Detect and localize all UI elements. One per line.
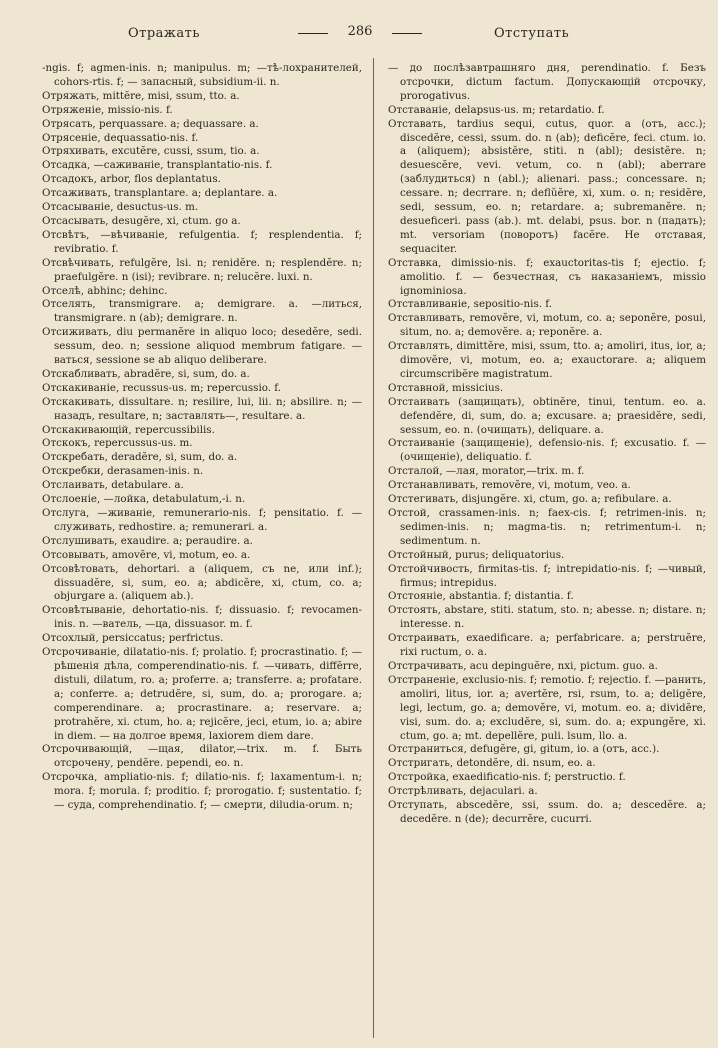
dictionary-entry: Отсовывать, amovĕre, vi, motum, eo. a. (42, 548, 251, 561)
dictionary-entry: -ngis. f; agmen-inis. n; manipulus. m; —тѣ-лохранителей, cohors-rtis. f; — запасный, subsidium-ii. n. (42, 62, 362, 88)
header-right-word: Отступать (494, 26, 570, 41)
dictionary-entry: Отстаивать (защищать), obtinĕre, tinui, tentum. eo. a. defendĕre, di, sum, do. a; excusare. a; praesidĕre, sedi, sessum, eo. n. (очищать), deliquare. a. (388, 395, 706, 436)
dictionary-entry: Отстойный, purus; deliquatorius. (388, 548, 565, 561)
dictionary-entry: Отставка, dimissio-nis. f; exauctoritas-tis f; ejectio. f; amolitio. f. — безчестная, съ наказаніемъ, missio ignominiosa. (388, 256, 706, 297)
dictionary-entry: Отставливать, removĕre, vi, motum, co. a; seponĕre, posui, situm, no. a; demovĕre. a; reponĕre. a. (388, 312, 706, 339)
dictionary-entry: Отстройка, exaedificatio-nis. f; perstructio. f. (388, 771, 626, 784)
dictionary-entry: Отстегивать, disjungĕre. xi, ctum, go. a; refibulare. a. (388, 493, 672, 506)
dictionary-entry: Отскокъ, repercussus-us. m. (42, 437, 193, 450)
dictionary-entry: Отсадка, —саживаніе, transplantatio-nis. f. (42, 159, 273, 172)
dictionary-entry: Отсвѣтъ, —вѣчиваніе, refulgentia. f; resplendentia. f; revibratio. f. (42, 228, 362, 255)
dictionary-entry: Отстоять, abstare, stiti. statum, sto. n; abesse. n; distare. n; interesse. n. (388, 604, 706, 631)
dictionary-entry: Отслаивать, detabulare. a. (42, 479, 184, 492)
dictionary-entry: Отстригать, detondĕre, di. nsum, eo. a. (388, 757, 596, 770)
dictionary-entry: Отставной, missicius. (388, 381, 504, 394)
dictionary-entry: Отрясать, perquassare. a; dequassare. a. (42, 117, 259, 130)
dictionary-entry: Отселять, transmigrare. a; demigrare. a. —литься, transmigrare. n (ab); demigrare. n. (42, 298, 362, 325)
dictionary-entry: — до послѣзавтрашняго дня, perendinatio. f. Безъ отсрочки, dictum factum. Допускающій отсрочку, prorogativus. (388, 62, 706, 102)
dictionary-entry: Отсиживать, diu permanĕre in aliquo loco; desedĕre, sedi. sessum, deo. n; sessione aliquod membrum fatigare. —ваться, sessione se ab aliquo deliberare. (42, 326, 362, 367)
dictionary-entry: Отстраниться, defugĕre, gi, gitum, io. a (отъ, acc.). (388, 743, 660, 756)
dictionary-entry: Отслушивать, exaudire. a; peraudire. a. (42, 534, 253, 547)
dictionary-entry: Отставлять, dimittĕre, misi, ssum, tto. a; amoliri, itus, ior, a; dimovĕre, vi, motum, eo. a; exauctorare. a; aliquem circumscribĕre magistratum. (388, 340, 706, 380)
dictionary-entry: Отстрачивать, acu depinguĕre, nxi, pictum. guo. a. (388, 659, 658, 672)
dictionary-entry: Отсрочивающій, —щая, dilator,—trix. m. f. Быть отсрочену, pendĕre. pependi, eo. n. (42, 743, 362, 770)
dictionary-entry: Отскребки, derasamen-inis. n. (42, 465, 204, 478)
header-left-word: Отражать (128, 26, 200, 41)
dictionary-entry: Отсталой, —лая, morator,—trix. m. f. (388, 465, 585, 478)
dictionary-entry: Отстояніе, abstantia. f; distantia. f. (388, 590, 574, 603)
dictionary-entry: Отставаніе, delapsus-us. m; retardatio. f. (388, 103, 605, 116)
dictionary-entry: Отступать, abscedĕre, ssi, ssum. do. a; descedĕre. a; decedĕre. n (de); decurrĕre, cucurri. (388, 799, 706, 825)
dictionary-entry: Отстой, crassamen-inis. n; faex-cis. f; retrimen-inis. n; sedimen-inis. n; magma-tis. n; retrimentum-i. n; sedimentum. n. (388, 507, 706, 547)
dictionary-entry: Отсрочиваніе, dilatatio-nis. f; prolatio. f; procrastinatio. f; — рѣшенія дѣла, comperendinatio-nis. f. —чивать, diffĕrre, distuli, dilatum, ro. a; proferre. a; transferre. a; profatare. a; conferre. a; detrudĕre, si, sum, do. a; prorogare. a; comperendinare. a; procrastinare. a; reservare. a; protrahĕre, xi. ctum, ho. a; rejicĕre, jeci, etum, io. a; abire in diem. — на долгое время, laxiorem diem dare. (42, 646, 362, 742)
dictionary-entry: Отстраненіе, exclusio-nis. f; remotio. f; rejectio. f. —ранить, amoliri, litus, ior. a; avertĕre, rsi, rsum, to. a; deligĕre, legi, lectum, go. a; demovĕre, vi, motum. eo. a; dividĕre, visi, sum. do. a; excludĕre, si, sum. do. a; expungĕre, xi. ctum, go. a; mt. depellĕre, puli. lsum, llo. a. (388, 673, 706, 742)
dictionary-entry: Отскакиваніе, recussus-us. m; repercussio. f. (42, 381, 282, 394)
dictionary-entry: Отсаживать, transplantare. a; deplantare. a. (42, 187, 278, 200)
dictionary-entry: Отскакивающій, repercussibilis. (42, 423, 215, 436)
dictionary-entry: Отряженіе, missio-nis. f. (42, 103, 173, 116)
dictionary-entry: Отслоеніе, —лойка, detabulatum,-i. n. (42, 493, 246, 506)
dictionary-entry: Отсвѣчивать, refulgĕre, lsi. n; renidĕre. n; resplendĕre. n; praefulgĕre. n (isi); revibrare. n; relucĕre. luxi. n. (42, 256, 362, 283)
page-header (0, 18, 718, 48)
dictionary-entry: Отряхивать, excutĕre, cussi, ssum, tio. a. (42, 145, 260, 158)
left-column (42, 62, 362, 813)
dictionary-entry: Отсрочка, ampliatio-nis. f; dilatio-nis. f; laxamentum-i. n; mora. f; morula. f; proditio. f; prorogatio. f; sustentatio. f; — суда, comprehendinatio. f; — смерти, diludia-orum. n; (42, 771, 362, 812)
dictionary-entry: Отсохлый, persiccatus; perfrictus. (42, 632, 224, 645)
dictionary-entry: Отставливаніе, sepositio-nis. f. (388, 298, 553, 311)
dictionary-entry: Отскабливать, abradĕre, si, sum, do. a. (42, 367, 250, 380)
dictionary-entry: Отселѣ, abhinc; dehinc. (42, 284, 168, 297)
column-divider (373, 58, 374, 1038)
dictionary-entry: Отставать, tardius sequi, cutus, quor. a (отъ, acc.); discedĕre, cessi, ssum. do. n (ab); deficĕre, feci. ctum. io. a (aliquem); absistĕre, stiti. n (abl); desistĕre. n; desuescĕre, vevi. vetum, co. n (abl); aberrare (заблудиться) n (abl.); alienari. pass.; concessare. n; cessare. n; decrrare. n; deflŭĕre, xi, xum. o. n; residĕre, sedi, sessum, eo. n; retardare. a; subremanĕre. n; desueficeri. pass (ab.). mt. delabi, psus. bor. n (падать); mt. versoriam (поворотъ) facĕre. Не отставая, sequaciter. (388, 117, 706, 255)
dictionary-entry: Отсовѣтовать, dehortari. a (aliquem, съ ne, или inf.); dissuadĕre, si, sum, eo. a; abdicĕre, xi, ctum, co. a; objurgare a. (aliquem ab.). (42, 562, 362, 603)
dictionary-entry: Отстанавливать, removĕre, vi, motum, veo. a. (388, 479, 631, 492)
page-number: 286 (300, 24, 420, 39)
dictionary-entry: Отстаиваніе (защищеніе), defensio-nis. f; excusatio. f. — (очищеніе), deliquatio. f. (388, 437, 706, 464)
dictionary-entry: Отсасывать, desugĕre, xi, ctum. go a. (42, 214, 241, 227)
dictionary-entry: Отстрѣливать, dejaculari. a. (388, 785, 538, 798)
dictionary-entry: Отстойчивость, firmitas-tis. f; intrepidatio-nis. f; —чивый, firmus; intrepidus. (388, 562, 706, 589)
dictionary-entry: Отскребать, deradĕre, si, sum, do. a. (42, 451, 238, 464)
dictionary-entry: Отсадокъ, arbor, flos deplantatus. (42, 173, 221, 186)
dictionary-entry: Отсовѣтываніе, dehortatio-nis. f; dissuasio. f; revocamen-inis. n. —ватель, —ца, dissuasor. m. f. (42, 604, 362, 631)
dictionary-entry: Отслуга, —живаніе, remunerario-nis. f; pensitatio. f. —служивать, redhostire. a; remunerari. a. (42, 507, 362, 533)
dictionary-entry: Отсасываніе, desuctus-us. m. (42, 201, 199, 214)
dictionary-entry: Отрясеніе, dequassatio-nis. f. (42, 131, 199, 144)
dictionary-entry: Отряжать, mittĕre, misi, ssum, tto. a. (42, 89, 240, 102)
dictionary-entry: Отскакивать, dissultare. n; resilire, lui, lii. n; absilire. n; — назадъ, resultare, n; заставлять—, resultare. a. (42, 395, 362, 422)
dictionary-entry: Отстраивать, exaedificare. a; perfabricare. a; perstruĕre, rixi ructum, o. a. (388, 632, 706, 659)
right-column (388, 62, 706, 827)
